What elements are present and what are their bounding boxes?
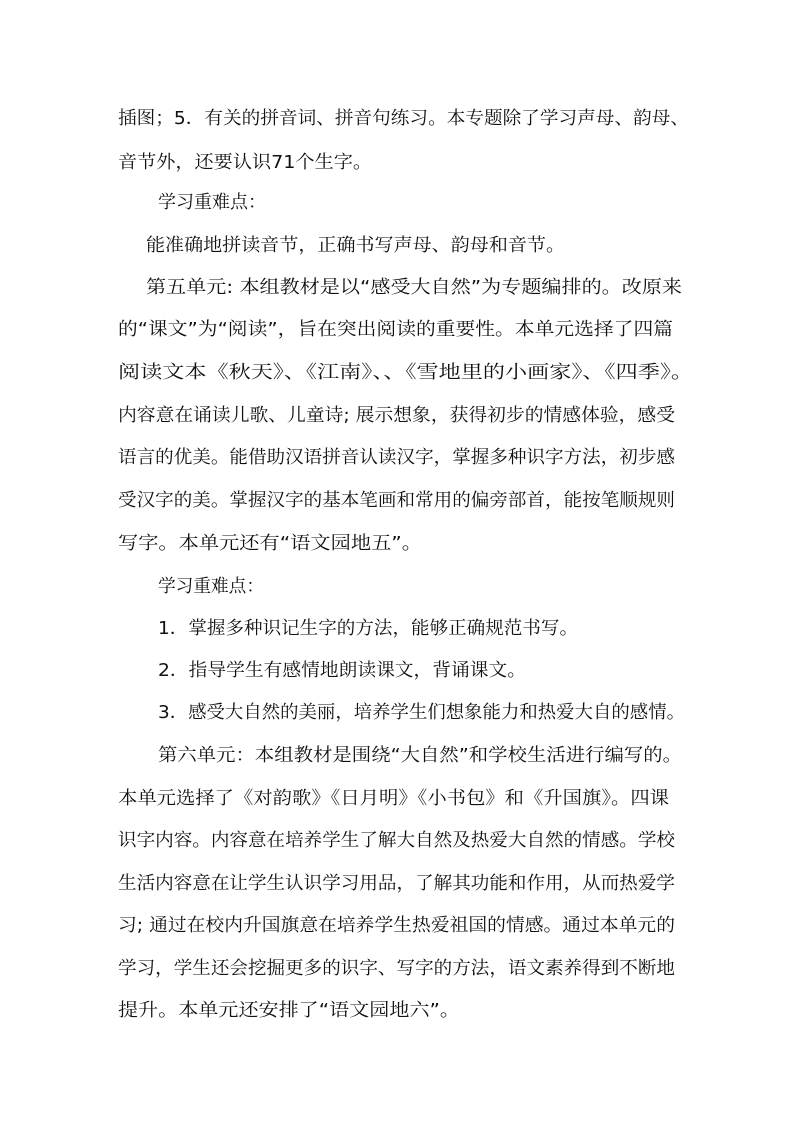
- text-line: 习; 通过在校内升国旗意在培养学生热爱祖国的情感。通过本单元的: [118, 915, 675, 936]
- text-line: 学习重难点：: [158, 192, 266, 213]
- text-line: 插图；5．有关的拼音词、拼音句练习。本专题除了学习声母、韵母、: [118, 108, 689, 129]
- text-line: 学习重难点：: [158, 576, 264, 597]
- text-line: 生活内容意在让学生认识学习用品，了解其功能和作用，从而热爱学: [118, 873, 675, 894]
- text-line: 第六单元：本组教材是围绕“大自然”和学校生活进行编写的。: [158, 745, 682, 766]
- text-line: 写字。本单元还有“语文园地五”。: [118, 533, 422, 554]
- text-line: 能准确地拼读音节，正确书写声母、韵母和音节。: [146, 235, 565, 256]
- text-line: 第五单元: 本组教材是以“感受大自然”为专题编排的。改原来: [146, 277, 682, 298]
- text-line: 本单元选择了《对韵歌》《日月明》《小书包》和《升国旗》。四课: [118, 788, 669, 809]
- text-line: 受汉字的美。掌握汉字的基本笔画和常用的偏旁部首，能按笔顺规则: [118, 490, 675, 511]
- text-line: 的“课文”为“阅读”，旨在突出阅读的重要性。本单元选择了四篇: [118, 319, 673, 340]
- text-line: 2．指导学生有感情地朗读课文，背诵课文。: [158, 660, 526, 681]
- text-line: 提升。本单元还安排了“语文园地六”。: [118, 1000, 460, 1021]
- text-line: 3．感受大自然的美丽，培养学生们想象能力和热爱大自的感情。: [158, 702, 685, 723]
- text-line: 内容意在诵读儿歌、儿童诗; 展示想象，获得初步的情感体验，感受: [118, 405, 675, 426]
- text-line: 1．掌握多种识记生字的方法，能够正确规范书写。: [158, 618, 578, 639]
- text-line: 阅读文本《秋天》、《江南》、、《雪地里的小画家》、《四季》。: [118, 362, 693, 383]
- text-line: 识字内容。内容意在培养学生了解大自然及热爱大自然的情感。学校: [118, 830, 675, 851]
- text-line: 语言的优美。能借助汉语拼音认读汉字，掌握多种识字方法，初步感: [118, 447, 675, 468]
- text-line: 学习，学生还会挖掘更多的识字、写字的方法，语文素养得到不断地: [118, 958, 675, 979]
- text-line: 音节外，还要认识71个生字。: [118, 152, 372, 173]
